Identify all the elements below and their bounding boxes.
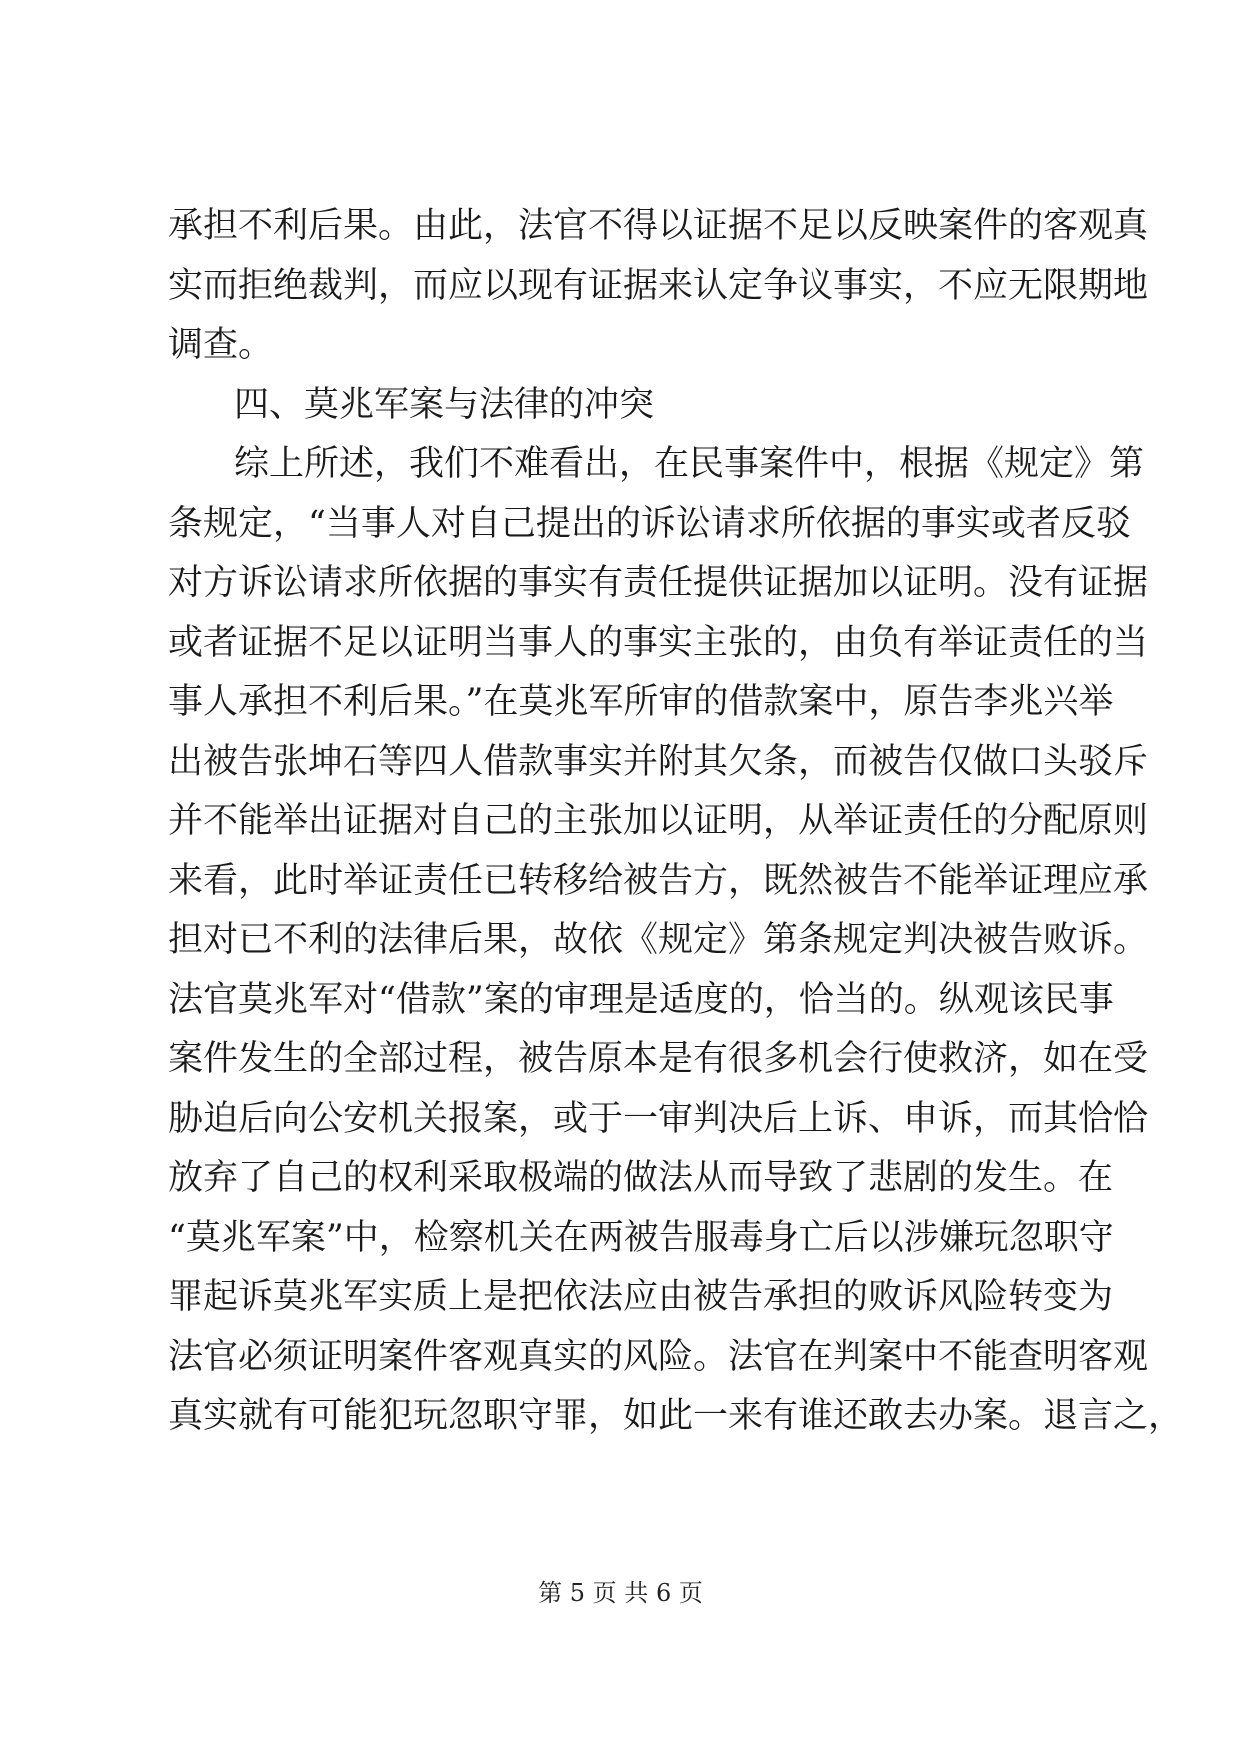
body-text-line: 罪起诉莫兆军实质上是把依法应由被告承担的败诉风险转变为 (168, 1277, 1114, 1317)
body-text-line: 法官莫兆军对“借款”案的审理是适度的，恰当的。纵观该民事 (168, 979, 1114, 1020)
section-heading: 四、莫兆军案与法律的冲突 (234, 384, 655, 425)
body-text-line: 条规定，“当事人对自己提出的诉讼请求所依据的事实或者反驳 (168, 503, 1131, 544)
body-text-line: 来看，此时举证责任已转移给被告方，既然被告不能举证理应承 (168, 860, 1149, 901)
paragraph-first-line: 综上所述，我们不难看出，在民事案件中，根据《规定》第 (234, 444, 1145, 484)
body-text-line: 出被告张坤石等四人借款事实并附其欠条，而被告仅做口头驳斥 (168, 741, 1149, 782)
body-text-line: 胁迫后向公安机关报案，或于一审判决后上诉、申诉，而其恰恰 (168, 1098, 1149, 1139)
body-text-line: 事人承担不利后果。”在莫兆军所审的借款案中，原告李兆兴举 (168, 682, 1114, 722)
document-body (168, 197, 1184, 1447)
body-text-line: 真实就有可能犯玩忽职守罪，如此一来有谁还敢去办案。退言之， (168, 1396, 1184, 1436)
body-text-line: “莫兆军案”中，检察机关在两被告服毒身亡后以涉嫌玩忽职守 (168, 1217, 1114, 1258)
body-text-line: 案件发生的全部过程，被告原本是有很多机会行使救济，如在受 (168, 1039, 1149, 1079)
body-text-line: 调查。 (168, 325, 274, 365)
body-text-line: 或者证据不足以证明当事人的事实主张的，由负有举证责任的当 (168, 622, 1149, 663)
body-text-line: 实而拒绝裁判，而应以现有证据来认定争议事实，不应无限期地 (168, 265, 1149, 306)
body-text-line: 法官必须证明案件客观真实的风险。法官在判案中不能查明客观 (168, 1336, 1149, 1377)
body-text-line: 并不能举出证据对自己的主张加以证明，从举证责任的分配原则 (168, 801, 1149, 841)
page-number-footer: 第 5 页 共 6 页 (538, 1579, 703, 1607)
body-text-line: 承担不利后果。由此，法官不得以证据不足以反映案件的客观真 (168, 206, 1149, 246)
body-text-line: 担对已不利的法律后果，故依《规定》第条规定判决被告败诉。 (168, 920, 1149, 960)
body-text-line: 放弃了自己的权利采取极端的做法从而导致了悲剧的发生。在 (168, 1158, 1114, 1198)
body-text-line: 对方诉讼请求所依据的事实有责任提供证据加以证明。没有证据 (168, 563, 1149, 603)
